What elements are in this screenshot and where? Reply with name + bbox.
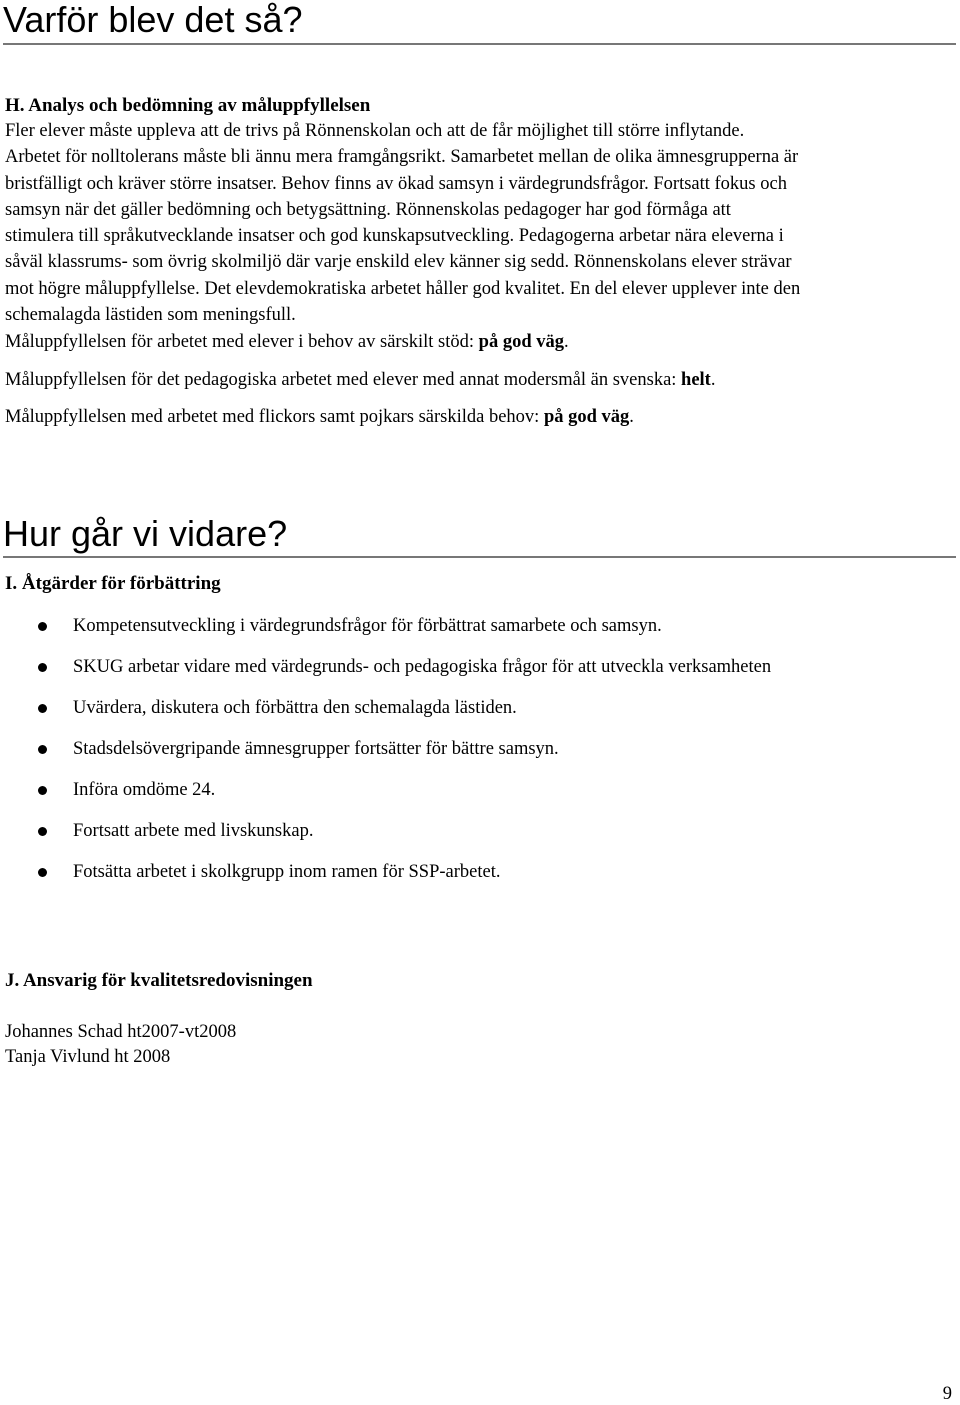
subheading-actions: I. Åtgärder för förbättring [5,573,221,594]
paragraph-line: stimulera till språkutvecklande insatser och god kunskapsutveckling. Pedagogerna arbetar nära eleverna i [5,226,784,247]
signature-line: Tanja Vivlund ht 2008 [5,1047,171,1067]
paragraph-line: samsyn när det gäller bedömning och betygsättning. Rönnenskolas pedagoger har god förmåga att [5,199,731,220]
list-item: Kompetensutveckling i värdegrundsfrågor för förbättrat samarbete och samsyn. [0,613,960,654]
paragraph-line: schemalagda lästiden som meningsfull. [5,305,296,326]
signature-block [0,1020,960,1070]
paragraph-line: Fler elever måste uppleva att de trivs på Rönnenskolan och att de får möjlighet till större inflytande. [5,121,745,141]
list-item: Uvärdera, diskutera och förbättra den schemalagda lästiden. [0,695,960,736]
analysis-paragraph [0,118,960,328]
list-item: Införa omdöme 24. [0,777,960,818]
heading-rule [3,43,956,45]
page-number: 9 [942,1384,952,1404]
goal-statement-gender: Måluppfyllelsen med arbetet med flickors samt pojkars särskilda behov: på god väg. [5,407,634,427]
goal-statement-language: Måluppfyllelsen för det pedagogiska arbetet med elever med annat modersmål än svenska: helt. [5,370,716,390]
bullet-icon [38,868,47,877]
goal-status: på god väg [543,407,630,427]
list-item: Stadsdelsövergripande ämnesgrupper fortsätter för bättre samsyn. [0,736,960,777]
list-item: Fortsatt arbete med livskunskap. [0,818,960,859]
action-list [0,613,960,900]
bullet-icon [38,786,47,795]
bullet-icon [38,704,47,713]
list-item: Fotsätta arbetet i skolkgrupp inom ramen för SSP-arbetet. [0,859,960,900]
section-heading-why: Varför blev det så? [3,0,303,40]
heading-rule [3,556,956,558]
bullet-icon [38,745,47,754]
signature-line: Johannes Schad ht2007-vt2008 [5,1022,237,1042]
subheading-responsible: J. Ansvarig för kvalitetsredovisningen [5,970,313,991]
subheading-analysis: H. Analys och bedömning av måluppfyllelsen [5,95,371,116]
paragraph-line: bristfälligt och kräver större insatser. Behov finns av ökad samsyn i värdegrundsfrågor. Fortsatt fokus och [5,173,787,194]
bullet-icon [38,622,47,631]
bullet-icon [38,663,47,672]
goal-status: på god väg [478,332,564,352]
paragraph-line: såväl klassrums- som övrig skolmiljö där varje enskild elev känner sig sedd. Rönnenskolans elever strävar [5,252,792,273]
section-heading-next: Hur går vi vidare? [3,513,288,554]
goal-statement-support: Måluppfyllelsen för arbetet med elever i behov av särskilt stöd: på god väg. [5,332,569,352]
paragraph-line: Arbetet för nolltolerans måste bli ännu mera framgångsrikt. Samarbetet mellan de olika ämnesgrupperna är [5,147,799,168]
list-item: SKUG arbetar vidare med värdegrunds- och pedagogiska frågor för att utveckla verksamheten [0,654,960,695]
paragraph-line: mot högre måluppfyllelse. Det elevdemokratiska arbetet håller god kvalitet. En del elever upplever inte den [5,278,801,299]
bullet-icon [38,827,47,836]
goal-status: helt [681,370,711,390]
